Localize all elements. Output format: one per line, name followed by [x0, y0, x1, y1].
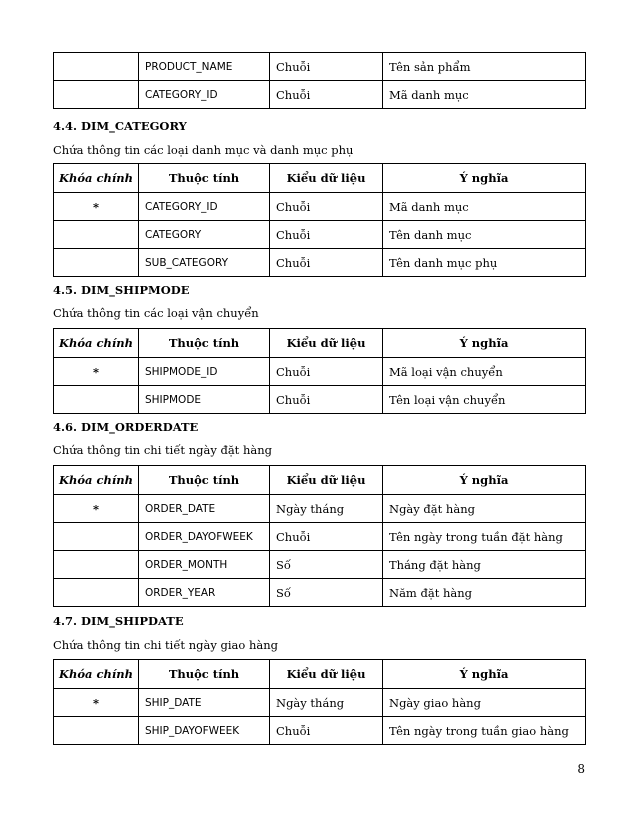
attribute-cell: CATEGORY_ID — [139, 193, 270, 221]
meaning-cell: Ngày giao hàng — [383, 689, 586, 717]
key-cell — [54, 386, 139, 414]
table-row — [54, 53, 586, 81]
section-description: Chứa thông tin chi tiết ngày giao hàng — [53, 638, 278, 652]
table-dim-shipmode — [53, 328, 586, 414]
header-type: Kiểu dữ liệu — [270, 164, 383, 193]
page-number: 8 — [577, 762, 585, 776]
meaning-cell: Tháng đặt hàng — [383, 551, 586, 579]
table-header-row — [54, 329, 586, 358]
table-product-continued — [53, 52, 586, 109]
meaning-cell: Tên loại vận chuyển — [383, 386, 586, 414]
table-row — [54, 193, 586, 221]
table-dim-shipdate — [53, 659, 586, 745]
header-key: Khóa chính — [54, 329, 139, 358]
table-row — [54, 689, 586, 717]
section-heading: 4.4. DIM_CATEGORY — [53, 119, 187, 133]
header-attribute: Thuộc tính — [139, 164, 270, 193]
attribute-cell: SHIP_DAYOFWEEK — [139, 717, 270, 745]
key-cell — [54, 81, 139, 109]
header-type: Kiểu dữ liệu — [270, 329, 383, 358]
table-header-row — [54, 660, 586, 689]
type-cell: Chuỗi — [270, 81, 383, 109]
type-cell: Số — [270, 551, 383, 579]
header-key: Khóa chính — [54, 466, 139, 495]
section-description: Chứa thông tin các loại vận chuyển — [53, 306, 259, 320]
section-description: Chứa thông tin chi tiết ngày đặt hàng — [53, 443, 272, 457]
key-cell — [54, 249, 139, 277]
table-row — [54, 717, 586, 745]
key-cell — [54, 551, 139, 579]
table-header-row — [54, 164, 586, 193]
meaning-cell: Tên ngày trong tuần giao hàng — [383, 717, 586, 745]
section-description: Chứa thông tin các loại danh mục và danh mục phụ — [53, 143, 354, 157]
meaning-cell: Mã loại vận chuyển — [383, 358, 586, 386]
table-dim-orderdate — [53, 465, 586, 607]
type-cell: Chuỗi — [270, 193, 383, 221]
table-row — [54, 579, 586, 607]
key-cell: * — [54, 358, 139, 386]
key-cell — [54, 717, 139, 745]
section-heading: 4.5. DIM_SHIPMODE — [53, 283, 190, 297]
attribute-cell: SUB_CATEGORY — [139, 249, 270, 277]
key-cell — [54, 221, 139, 249]
type-cell: Chuỗi — [270, 221, 383, 249]
table-row — [54, 523, 586, 551]
table-row — [54, 249, 586, 277]
section-heading: 4.7. DIM_SHIPDATE — [53, 614, 184, 628]
attribute-cell: ORDER_YEAR — [139, 579, 270, 607]
table-row — [54, 386, 586, 414]
key-cell: * — [54, 495, 139, 523]
header-meaning: Ý nghĩa — [383, 466, 586, 495]
type-cell: Chuỗi — [270, 717, 383, 745]
type-cell: Chuỗi — [270, 358, 383, 386]
type-cell: Chuỗi — [270, 523, 383, 551]
type-cell: Ngày tháng — [270, 495, 383, 523]
attribute-cell: SHIPMODE — [139, 386, 270, 414]
header-attribute: Thuộc tính — [139, 660, 270, 689]
attribute-cell: SHIP_DATE — [139, 689, 270, 717]
table-row — [54, 358, 586, 386]
attribute-cell: ORDER_DAYOFWEEK — [139, 523, 270, 551]
meaning-cell: Ngày đặt hàng — [383, 495, 586, 523]
key-cell: * — [54, 193, 139, 221]
meaning-cell: Năm đặt hàng — [383, 579, 586, 607]
key-cell — [54, 579, 139, 607]
key-cell: * — [54, 689, 139, 717]
attribute-cell: PRODUCT_NAME — [139, 53, 270, 81]
meaning-cell: Tên danh mục phụ — [383, 249, 586, 277]
attribute-cell: ORDER_MONTH — [139, 551, 270, 579]
attribute-cell: ORDER_DATE — [139, 495, 270, 523]
type-cell: Chuỗi — [270, 53, 383, 81]
attribute-cell: CATEGORY — [139, 221, 270, 249]
table-row — [54, 221, 586, 249]
meaning-cell: Tên danh mục — [383, 221, 586, 249]
header-attribute: Thuộc tính — [139, 466, 270, 495]
key-cell — [54, 523, 139, 551]
section-heading: 4.6. DIM_ORDERDATE — [53, 420, 199, 434]
header-meaning: Ý nghĩa — [383, 164, 586, 193]
type-cell: Ngày tháng — [270, 689, 383, 717]
attribute-cell: SHIPMODE_ID — [139, 358, 270, 386]
table-dim-category — [53, 163, 586, 277]
table-header-row — [54, 466, 586, 495]
type-cell: Chuỗi — [270, 249, 383, 277]
table-row — [54, 495, 586, 523]
header-meaning: Ý nghĩa — [383, 329, 586, 358]
header-meaning: Ý nghĩa — [383, 660, 586, 689]
header-type: Kiểu dữ liệu — [270, 466, 383, 495]
attribute-cell: CATEGORY_ID — [139, 81, 270, 109]
header-key: Khóa chính — [54, 660, 139, 689]
type-cell: Số — [270, 579, 383, 607]
header-key: Khóa chính — [54, 164, 139, 193]
meaning-cell: Tên sản phẩm — [383, 53, 586, 81]
table-row — [54, 551, 586, 579]
type-cell: Chuỗi — [270, 386, 383, 414]
meaning-cell: Mã danh mục — [383, 193, 586, 221]
header-type: Kiểu dữ liệu — [270, 660, 383, 689]
header-attribute: Thuộc tính — [139, 329, 270, 358]
meaning-cell: Tên ngày trong tuần đặt hàng — [383, 523, 586, 551]
table-row — [54, 81, 586, 109]
meaning-cell: Mã danh mục — [383, 81, 586, 109]
key-cell — [54, 53, 139, 81]
